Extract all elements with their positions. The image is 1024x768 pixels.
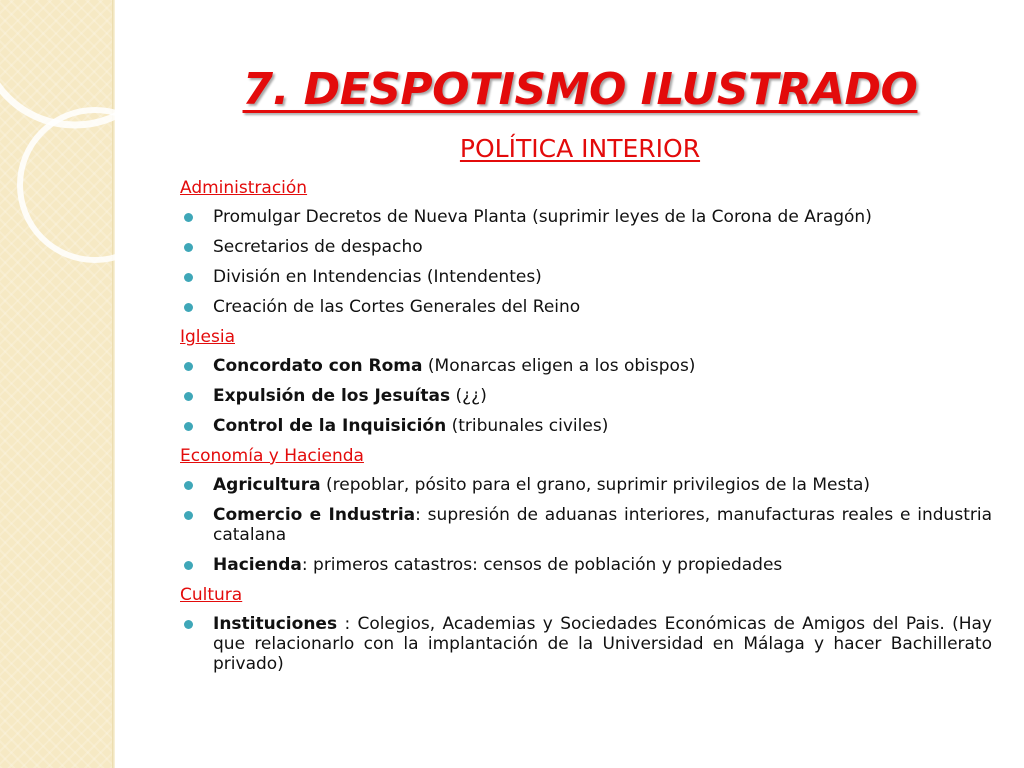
deco-circle-large (0, 0, 170, 125)
list-item (180, 475, 992, 495)
bullet-icon (184, 213, 193, 222)
item-text: (tribunales civiles) (446, 416, 609, 436)
list-item (180, 297, 992, 317)
item-text: Promulgar Decretos de Nueva Planta (suprimir leyes de la Corona de Aragón) (213, 207, 872, 227)
bullet-list-cultura (180, 614, 992, 674)
item-text: : Colegios, Academias y Sociedades Económicas de Amigos del Pais. (Hay que relacionarlo con la implantación de la Universidad en Málaga y hacer Bachillerato privado) (213, 614, 992, 674)
bullet-icon (184, 273, 193, 282)
bullet-list-administracion (180, 207, 992, 317)
item-text: (¿¿) (450, 386, 487, 406)
bullet-icon (184, 620, 193, 629)
item-bold-text: Control de la Inquisición (213, 416, 447, 436)
section-heading-cultura: Cultura (180, 585, 243, 605)
bullet-list-economia (180, 475, 992, 575)
slide-content (180, 178, 992, 684)
item-bold-text: Comercio e Industria (213, 505, 416, 525)
section-heading-economia: Economía y Hacienda (180, 446, 364, 466)
bullet-icon (184, 243, 193, 252)
item-text: : primeros catastros: censos de población y propiedades (301, 555, 783, 575)
item-text: (repoblar, pósito para el grano, suprimir privilegios de la Mesta) (320, 475, 871, 495)
bullet-icon (184, 392, 193, 401)
bullet-icon (184, 303, 193, 312)
list-item (180, 505, 992, 545)
item-text: División en Intendencias (Intendentes) (213, 267, 542, 287)
list-item (180, 207, 992, 227)
item-bold-text: Expulsión de los Jesuítas (213, 386, 451, 406)
deco-circle-small (20, 110, 170, 260)
bullet-list-iglesia (180, 356, 992, 436)
item-text: Creación de las Cortes Generales del Reino (213, 297, 581, 317)
bullet-icon (184, 481, 193, 490)
list-item (180, 237, 992, 257)
item-bold-text: Hacienda (213, 555, 302, 575)
bullet-icon (184, 511, 193, 520)
list-item (180, 386, 992, 406)
item-text: Secretarios de despacho (213, 237, 423, 257)
list-item (180, 416, 992, 436)
item-text: : supresión de aduanas interiores, manufacturas reales e industria catalana (213, 505, 992, 545)
item-bold-text: Instituciones (213, 614, 338, 634)
bullet-icon (184, 561, 193, 570)
section-heading-iglesia: Iglesia (180, 327, 235, 347)
item-bold-text: Agricultura (213, 475, 321, 495)
bullet-icon (184, 362, 193, 371)
bullet-icon (184, 422, 193, 431)
slide-subtitle: POLÍTICA INTERIOR (459, 134, 701, 163)
item-text: (Monarcas eligen a los obispos) (422, 356, 696, 376)
list-item (180, 267, 992, 287)
list-item (180, 555, 992, 575)
section-heading-administracion: Administración (180, 178, 308, 198)
list-item (180, 356, 992, 376)
slide-title: 7. DESPOTISMO ILUSTRADO (242, 64, 918, 115)
list-item (180, 614, 992, 674)
item-bold-text: Concordato con Roma (213, 356, 423, 376)
